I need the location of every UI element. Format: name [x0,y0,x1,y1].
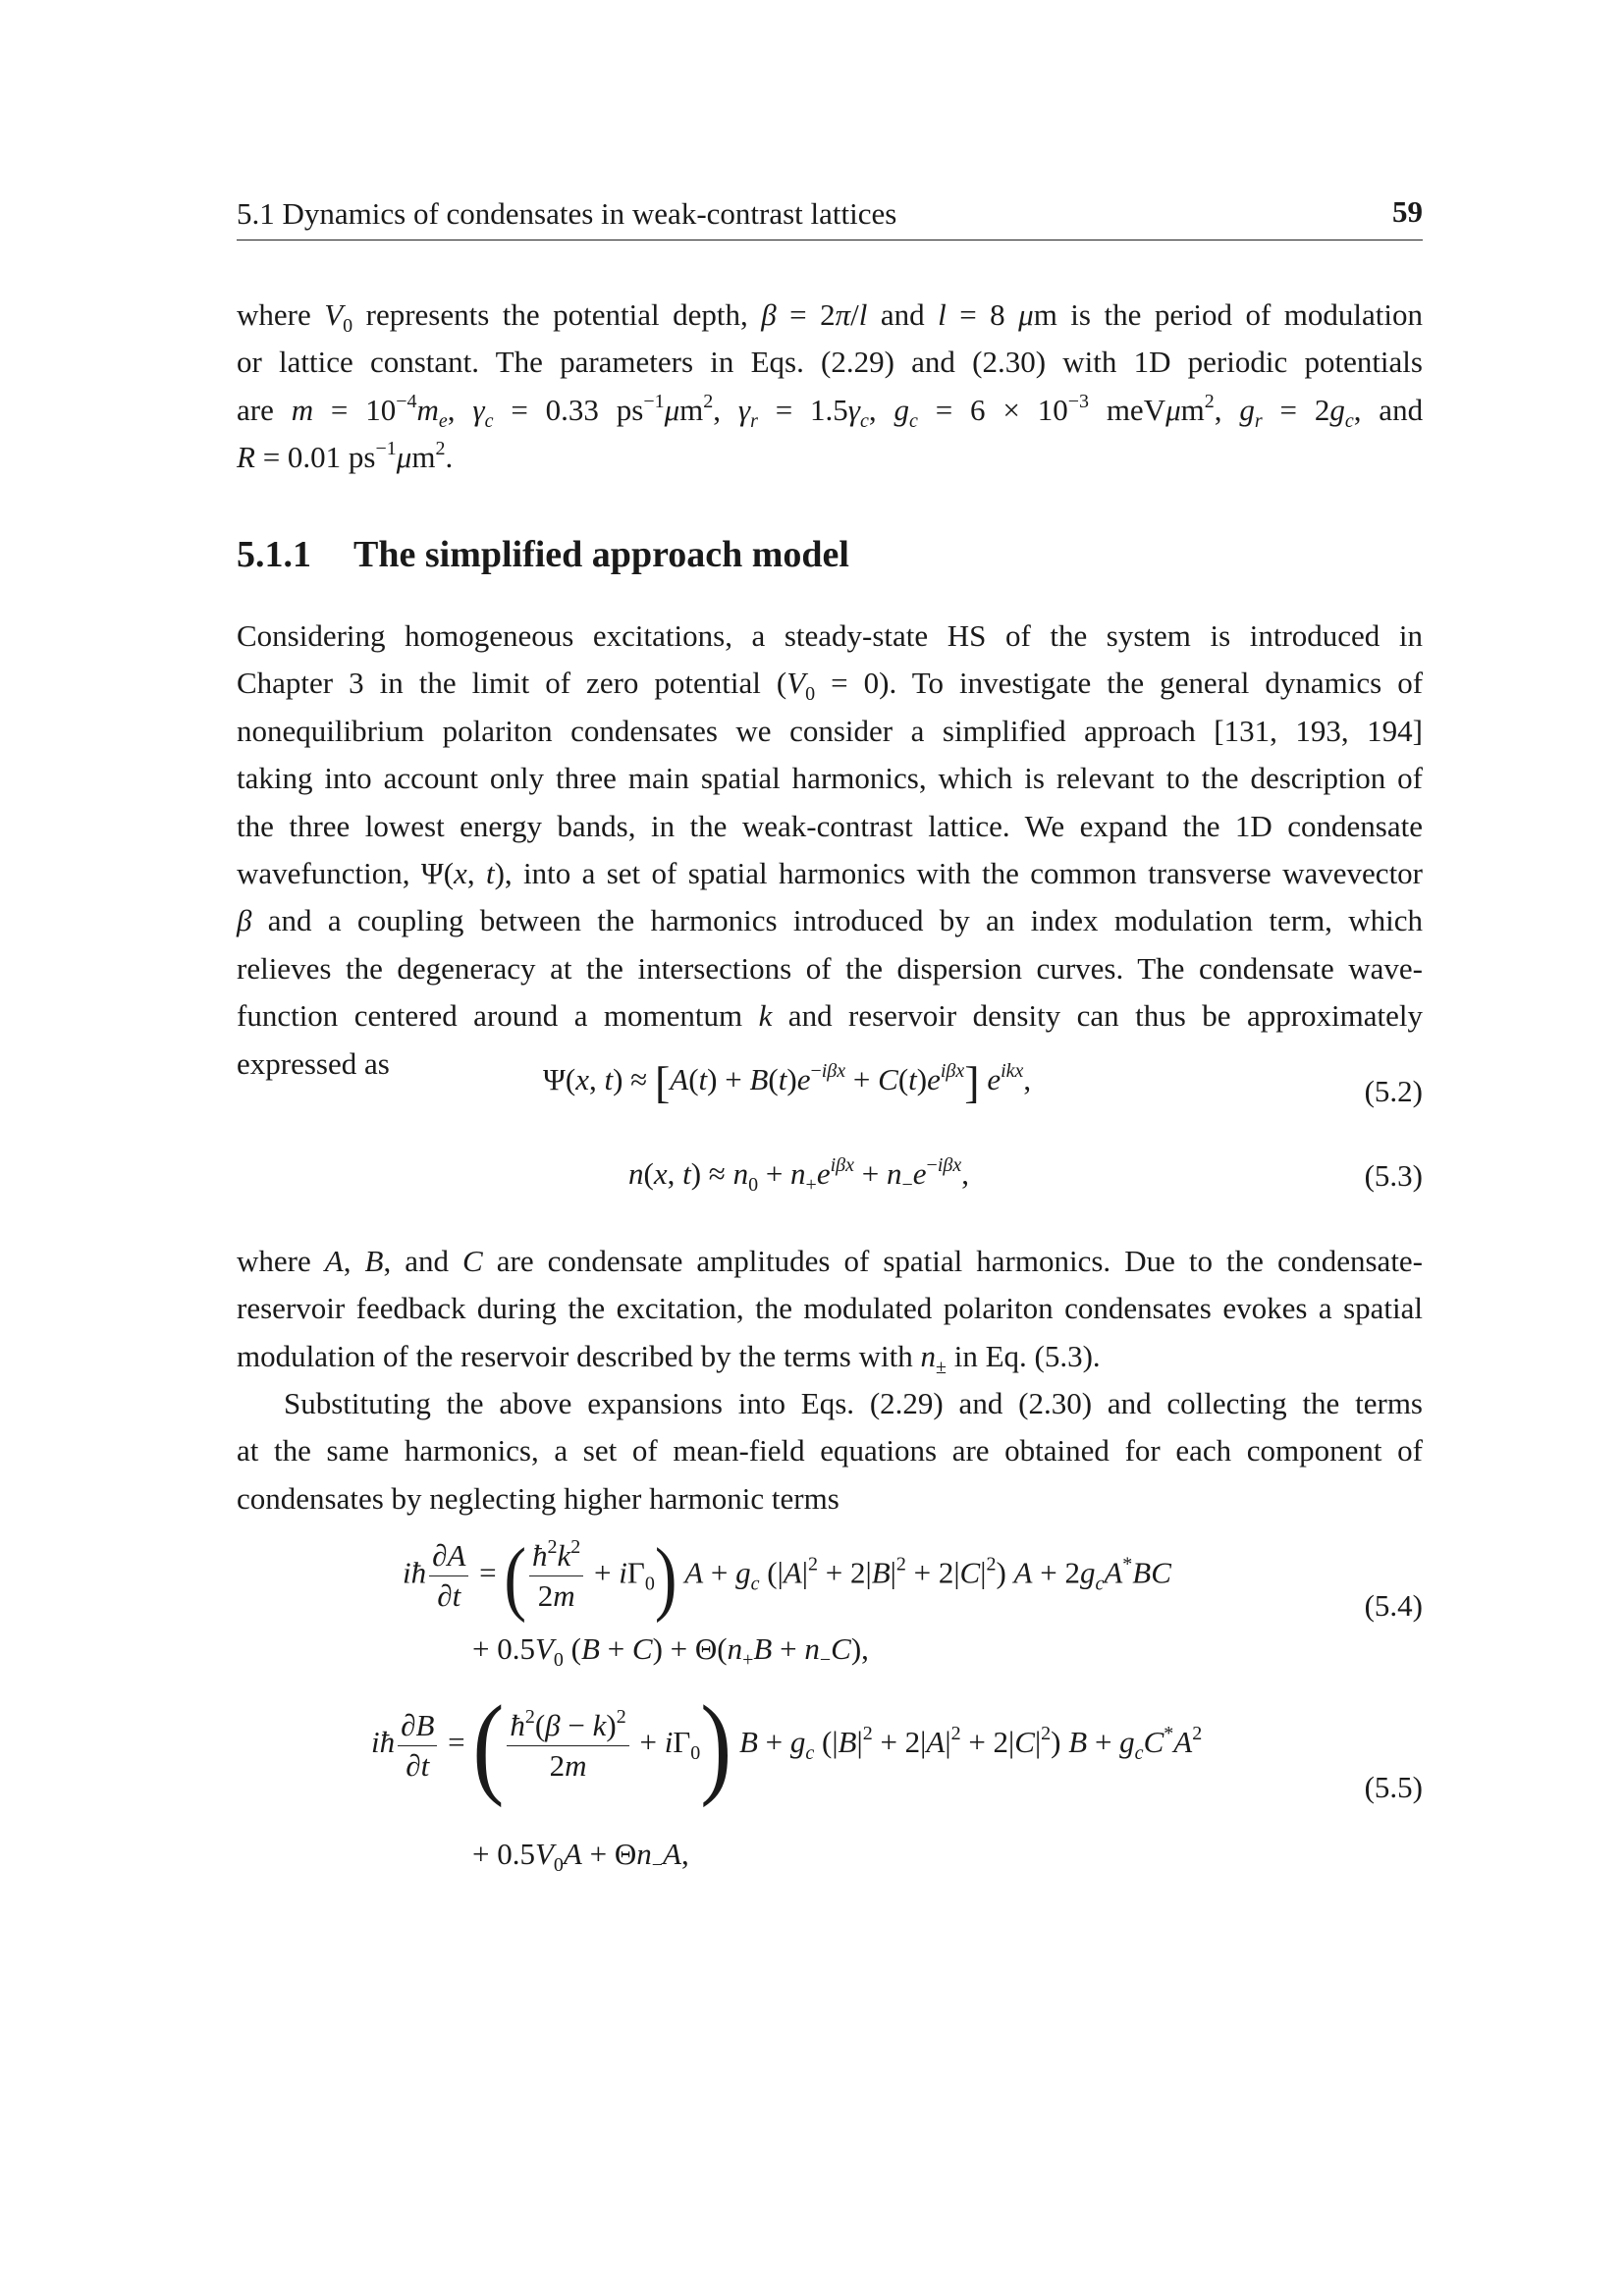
equation-5-4: iħ $\frac{\partial A}{\partial t}$ = ( $\frac{ħ^2k^2}{2m}$ + $i\Gamma_0$) $A + g_c$ $(|A|^2 + 2|B|^2 + 2|C|^2) A + 2g_cA^*BC$ [403,1529,1171,1623]
text-line: Considering homogeneous excitations, a steady-state HS of the system is introduced in [237,618,1423,653]
amplitudes-paragraph [237,1238,1423,1380]
text-line: where A, B, and C are condensate amplitudes of spatial harmonics. Due to the condensate- [237,1244,1424,1278]
text-line: Substituting the above expansions into Eqs. (2.29) and (2.30) and collecting the terms [284,1386,1423,1420]
text-line: relieves the degeneracy at the intersections of the dispersion curves. The condensate wave- [237,950,1423,986]
text-line: wavefunction, Ψ(x, t), into a set of spatial harmonics with the common transverse wavevector [237,855,1424,890]
equation-5-3: n(x, $t) \approx n_0 + n_+e^{i\beta x} + n_-e^{-i\beta x}$, [628,1154,969,1196]
text-line: nonequilibrium polariton condensates we consider a simplified approach [131, 193, 194] [237,713,1423,748]
text-line: β and a coupling between the harmonics introduced by an index modulation term, which [237,903,1423,938]
equation-number: (5.3) [1364,1158,1423,1193]
intro-paragraph [237,292,1423,482]
running-title: 5.1 Dynamics of condensates in weak-contrast lattices [237,196,897,231]
equation-5-2: Ψ(x, $t) \approx [A(t) + B(t)e^{-i\beta x} + C(t)e^{i\beta x}]$ $e^{ikx}$, [543,1057,1032,1107]
running-header [237,192,1423,240]
section-title: The simplified approach model [353,534,849,575]
equation-5-5: iħ $\frac{\partial B}{\partial t}$ = ( $\frac{ħ^2(\beta - k)^2}{2m}$ + $i\Gamma_0$) $B + g_c$ $(|B|^2 + 2|A|^2 + 2|C|^2) B + g_cC^*A^2$ [371,1682,1203,1808]
text-line: Chapter 3 in the limit of zero potential $(V_0 = 0)$. To investigate the general dynamics of [237,666,1424,706]
equation-number: (5.2) [1364,1074,1423,1108]
page-number: 59 [1392,194,1423,229]
section-heading [237,533,849,576]
text-line: modulation of the reservoir described by the terms with $n_\pm$ in Eq. (5.3). [237,1338,1101,1378]
section-number: 5.1.1 [237,534,311,575]
substitution-paragraph [237,1380,1423,1522]
equation-5-5-continued: + $0.5V_0A + \Theta n_-A$, [472,1837,689,1876]
text-line: at the same harmonics, a set of mean-field equations are obtained for each component of [237,1433,1423,1468]
text-line: function centered around a momentum k and reservoir density can thus be approximately [237,998,1423,1034]
text-line: R = 0.01 $ps^{-1}\mu m^2$. [237,438,454,475]
text-line: where $V_0$ represents the potential depth, β = 2π/l and l = 8 μm is the period of modulation [237,297,1424,337]
text-line: taking into account only three main spatial harmonics, which is relevant to the description of [237,761,1423,796]
equation-number: (5.4) [1364,1588,1423,1623]
text-line: or lattice constant. The parameters in Eqs. (2.29) and (2.30) with 1D periodic potentials [237,345,1423,380]
equation-number: (5.5) [1364,1770,1423,1804]
model-paragraph [237,613,1423,1088]
text-line: condensates by neglecting higher harmonic terms [237,1480,839,1516]
equation-5-4-continued: + $0.5V_0$ $(B + C) + \Theta(n_+B + n_-C)$, [472,1631,869,1671]
text-line: are $m = 10^{-4}m_e$, $\gamma_c = 0.33$ $ps^{-1}\mu m^2$, $\gamma_r = 1.5\gamma_c$, $g_c = 6 \times 10^{-3}$ meVμm$^2$, $g_r = 2g_c$, and [237,390,1424,432]
text-line: expressed as [237,1045,390,1081]
text-line: the three lowest energy bands, in the weak-contrast lattice. We expand the 1D condensate [237,808,1423,843]
text-line: reservoir feedback during the excitation, the modulated polariton condensates evokes a spatial [237,1291,1423,1326]
